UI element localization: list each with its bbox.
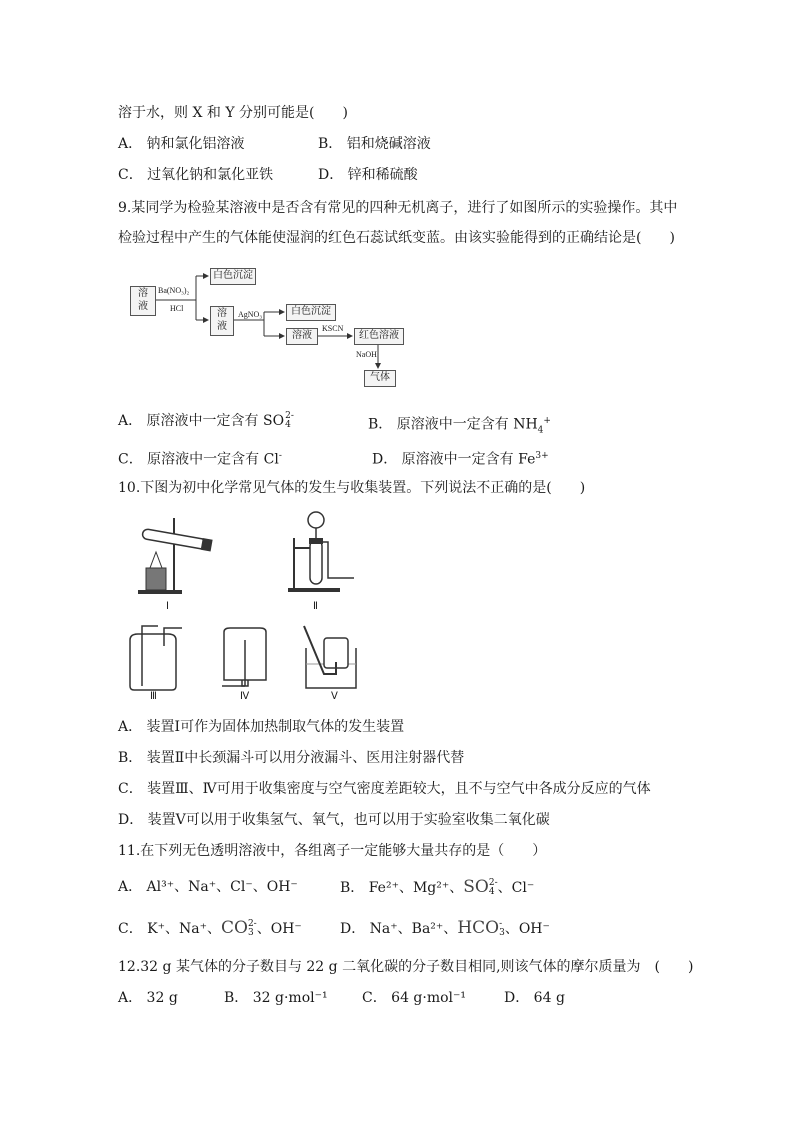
flow-reagent-ba: Ba(NO₃)₂ xyxy=(158,286,190,295)
q9-option-a-subscript: 4 xyxy=(285,420,291,430)
q9-option-a xyxy=(118,411,294,431)
q11-option-d-tail: 、OH⁻ xyxy=(504,921,550,937)
q8-stem-end: 溶于水，则 X 和 Y 分别可能是( ) xyxy=(118,105,348,121)
q9-option-d xyxy=(372,446,549,470)
q8-option-a: A． 钠和氯化铝溶液 xyxy=(118,136,245,152)
q11-option-c-tail: 、OH⁻ xyxy=(256,921,302,937)
q12-option-d: D． 64 g xyxy=(504,990,565,1006)
apparatus-4-label: Ⅳ xyxy=(240,691,250,702)
flow-solution-3: 溶液 xyxy=(286,328,318,345)
flow-red-solution: 红色溶液 xyxy=(354,328,404,345)
q9-option-b-subscript: 4 xyxy=(537,425,544,436)
q9-option-a-text: A． 原溶液中一定含有 SO xyxy=(118,413,285,429)
q11-option-a: A． Al³⁺、Na⁺、Cl⁻、OH⁻ xyxy=(118,879,298,895)
q11-option-b-tail: 、Cl⁻ xyxy=(497,880,535,896)
apparatus-1-label: Ⅰ xyxy=(166,601,169,612)
q9-option-b-text: B． 原溶液中一定含有 NH xyxy=(368,416,538,433)
q11-option-b-text: B． Fe²⁺、Mg²⁺、 xyxy=(340,880,464,896)
q11-option-d xyxy=(340,918,550,939)
apparatus-3-label: Ⅲ xyxy=(150,691,157,702)
q10-stem: 10.下图为初中化学常见气体的发生与收集装置。下列说法不正确的是( ) xyxy=(118,480,586,496)
apparatus-3 xyxy=(122,624,186,692)
flow-reagent-hcl: HCl xyxy=(170,304,184,313)
flow-arrows xyxy=(124,262,404,392)
q12-stem: 12.32 g 某气体的分子数目与 22 g 二氧化碳的分子数目相同,则该气体的摩尔质量为 ( ) xyxy=(118,959,694,975)
apparatus-1 xyxy=(128,512,224,612)
flow-gas: 气体 xyxy=(364,370,396,387)
q11-option-b-ion: SO xyxy=(463,877,489,897)
q9-option-d-text: D． 原溶液中一定含有 Fe xyxy=(372,451,536,468)
flow-solution-2: 溶 液 xyxy=(210,306,234,336)
apparatus-5 xyxy=(300,622,364,694)
q9-option-c-charge: - xyxy=(278,451,282,461)
q11-option-d-charge: - xyxy=(499,919,503,929)
flow-solution-1: 溶 液 xyxy=(130,286,156,316)
q9-option-c xyxy=(118,446,282,470)
q9-stem-line2: 检验过程中产生的气体能使湿润的红色石蕊试纸变蓝。由该实验能得到的正确结论是( ) xyxy=(118,230,675,246)
apparatus-4 xyxy=(214,624,278,692)
apparatus-2-label: Ⅱ xyxy=(313,601,318,612)
q11-option-c-subscript: 3 xyxy=(247,928,254,938)
q12-option-c: C． 64 g·mol⁻¹ xyxy=(362,990,467,1006)
q11-option-d-ion: HCO xyxy=(457,918,500,938)
q9-stem-line1: 9.某同学为检验某溶液中是否含有常见的四种无机离子，进行了如图所示的实验操作。其中 xyxy=(118,200,678,216)
q9-option-b-charge: + xyxy=(543,416,551,426)
q8-option-d: D． 锌和稀硫酸 xyxy=(318,167,418,183)
q9-option-b xyxy=(368,411,551,440)
q10-option-c: C． 装置Ⅲ、Ⅳ可用于收集密度与空气密度差距较大，且不与空气中各成分反应的气体 xyxy=(118,781,651,797)
q11-option-b-subscript: 4 xyxy=(488,887,495,897)
q11-option-d-subscript: 3 xyxy=(499,928,505,938)
flow-reagent-kscn: KSCN xyxy=(322,324,344,333)
q10-option-a: A． 装置Ⅰ可作为固体加热制取气体的发生装置 xyxy=(118,719,405,735)
q11-option-d-text: D． Na⁺、Ba²⁺、 xyxy=(340,921,458,937)
q11-option-c-text: C． K⁺、Na⁺、 xyxy=(118,921,221,937)
q12-option-a: A． 32 g xyxy=(118,990,178,1006)
apparatus-5-label: Ⅴ xyxy=(331,691,338,702)
flow-white-ppt-2: 白色沉淀 xyxy=(286,304,336,321)
flow-reagent-agno3: AgNO₃ xyxy=(238,310,263,319)
q11-stem: 11.在下列无色透明溶液中，各组离子一定能够大量共存的是（ ） xyxy=(118,843,547,859)
q8-option-b: B． 铝和烧碱溶液 xyxy=(318,136,431,152)
flow-white-ppt-1: 白色沉淀 xyxy=(210,268,256,285)
q9-flow-diagram xyxy=(124,262,404,392)
q9-option-a-charge: 2- xyxy=(285,411,294,421)
q11-option-b-charge: 2- xyxy=(488,878,498,888)
q10-option-d: D． 装置Ⅴ可以用于收集氢气、氧气，也可以用于实验室收集二氧化碳 xyxy=(118,812,550,828)
apparatus-2 xyxy=(284,508,360,612)
q11-option-c-charge: 2- xyxy=(247,919,257,929)
q12-option-b: B． 32 g·mol⁻¹ xyxy=(224,990,328,1006)
q11-option-b xyxy=(340,877,534,898)
q11-option-c-ion: CO xyxy=(221,918,248,938)
q9-option-c-text: C． 原溶液中一定含有 Cl xyxy=(118,451,279,468)
q8-option-c: C． 过氧化钠和氯化亚铁 xyxy=(118,167,274,183)
q11-option-c xyxy=(118,918,302,939)
flow-reagent-naoh: NaOH xyxy=(356,350,377,359)
q9-option-d-charge: 3+ xyxy=(535,451,549,461)
q10-option-b: B． 装置Ⅱ中长颈漏斗可以用分液漏斗、医用注射器代替 xyxy=(118,750,465,766)
